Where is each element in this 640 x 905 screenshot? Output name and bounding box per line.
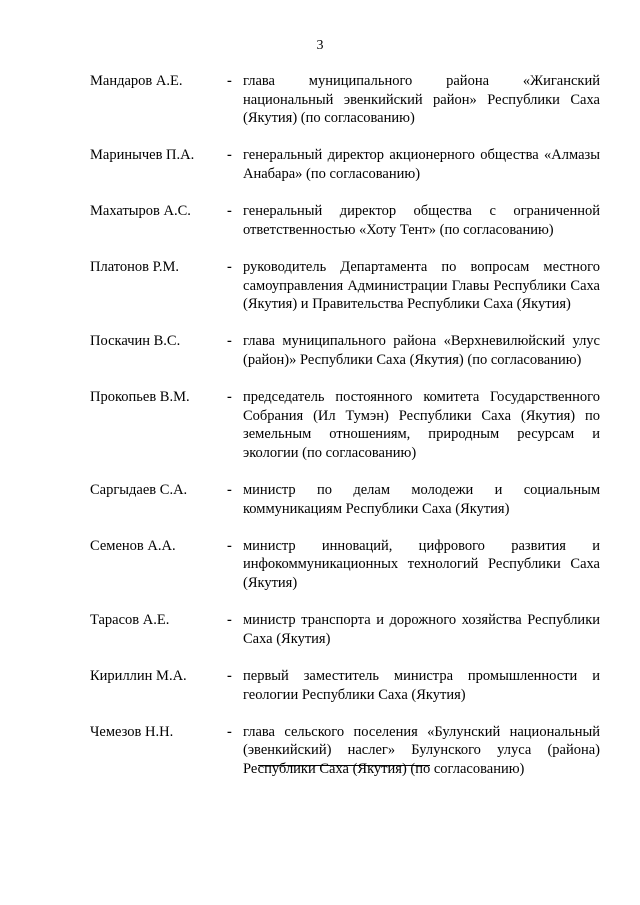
member-dash: -: [227, 668, 232, 684]
member-roster: [90, 72, 600, 797]
member-role: руководитель Департамента по вопросам местного самоуправления Администрации Главы Республики Саха (Якутия) и Правительства Республики Саха (Якутия): [243, 258, 600, 313]
member-entry: [90, 611, 600, 648]
member-dash: -: [227, 482, 232, 499]
member-role: министр по делам молодежи и социальным коммуникациям Республики Саха (Якутия): [243, 482, 600, 517]
member-entry: [90, 388, 600, 462]
member-dash: -: [227, 73, 232, 89]
member-role: председатель постоянного комитета Государственного Собрания (Ил Тумэн) Республики Саха (Якутия) по земельным отношениям, природным ресурсам и экологии (по согласованию): [243, 389, 600, 461]
member-entry: [90, 723, 600, 779]
member-dash: -: [227, 258, 232, 275]
member-entry: [90, 481, 600, 518]
member-entry: [90, 146, 600, 183]
member-role: министр транспорта и дорожного хозяйства Республики Саха (Якутия): [243, 612, 600, 647]
member-entry: [90, 202, 600, 239]
member-role: генеральный директор акционерного общества «Алмазы Анабара» (по согласованию): [243, 147, 600, 182]
member-name: Прокопьев В.М.: [90, 389, 190, 406]
member-name: Кириллин М.А.: [90, 668, 187, 684]
member-role: глава муниципального района «Верхневилюйский улус (район)» Республики Саха (Якутия) (по согласованию): [243, 333, 600, 368]
member-entry: [90, 537, 600, 593]
member-name: Поскачин В.С.: [90, 333, 181, 350]
member-name: Мандаров А.Е.: [90, 73, 183, 89]
member-name: Маринычев П.А.: [90, 147, 195, 164]
member-dash: -: [227, 147, 232, 164]
member-name: Чемезов Н.Н.: [90, 723, 174, 740]
member-entry: [90, 72, 600, 128]
member-name: Саргыдаев С.А.: [90, 482, 188, 499]
member-entry: [90, 258, 600, 314]
member-name: Семенов А.А.: [90, 537, 176, 554]
member-name: Тарасов А.Е.: [90, 612, 170, 629]
member-dash: -: [227, 723, 232, 740]
member-role: глава сельского поселения «Булунский национальный (эвенкийский) наслег» Булунского улуса (района) Республики Саха (Якутия) (по согласованию): [243, 723, 600, 777]
member-dash: -: [227, 203, 232, 220]
page-number: 3: [316, 38, 324, 53]
member-entry: [90, 332, 600, 369]
member-role: глава муниципального района «Жиганский национальный эвенкийский район» Республики Саха (Якутия) (по согласованию): [243, 73, 600, 127]
member-role: генеральный директор общества с ограниченной ответственностью «Хоту Тент» (по согласованию): [243, 203, 600, 238]
member-dash: -: [227, 389, 232, 406]
member-dash: -: [227, 612, 232, 629]
member-role: первый заместитель министра промышленности и геологии Республики Саха (Якутия): [243, 668, 600, 703]
member-entry: [90, 667, 600, 704]
member-name: Платонов Р.М.: [90, 258, 180, 275]
member-dash: -: [227, 333, 232, 350]
member-dash: -: [227, 537, 232, 554]
member-name: Махатыров А.С.: [90, 203, 191, 220]
member-role: министр инноваций, цифрового развития и инфокоммуникационных технологий Республики Саха (Якутия): [243, 537, 600, 592]
end-of-list-rule: [258, 765, 430, 766]
